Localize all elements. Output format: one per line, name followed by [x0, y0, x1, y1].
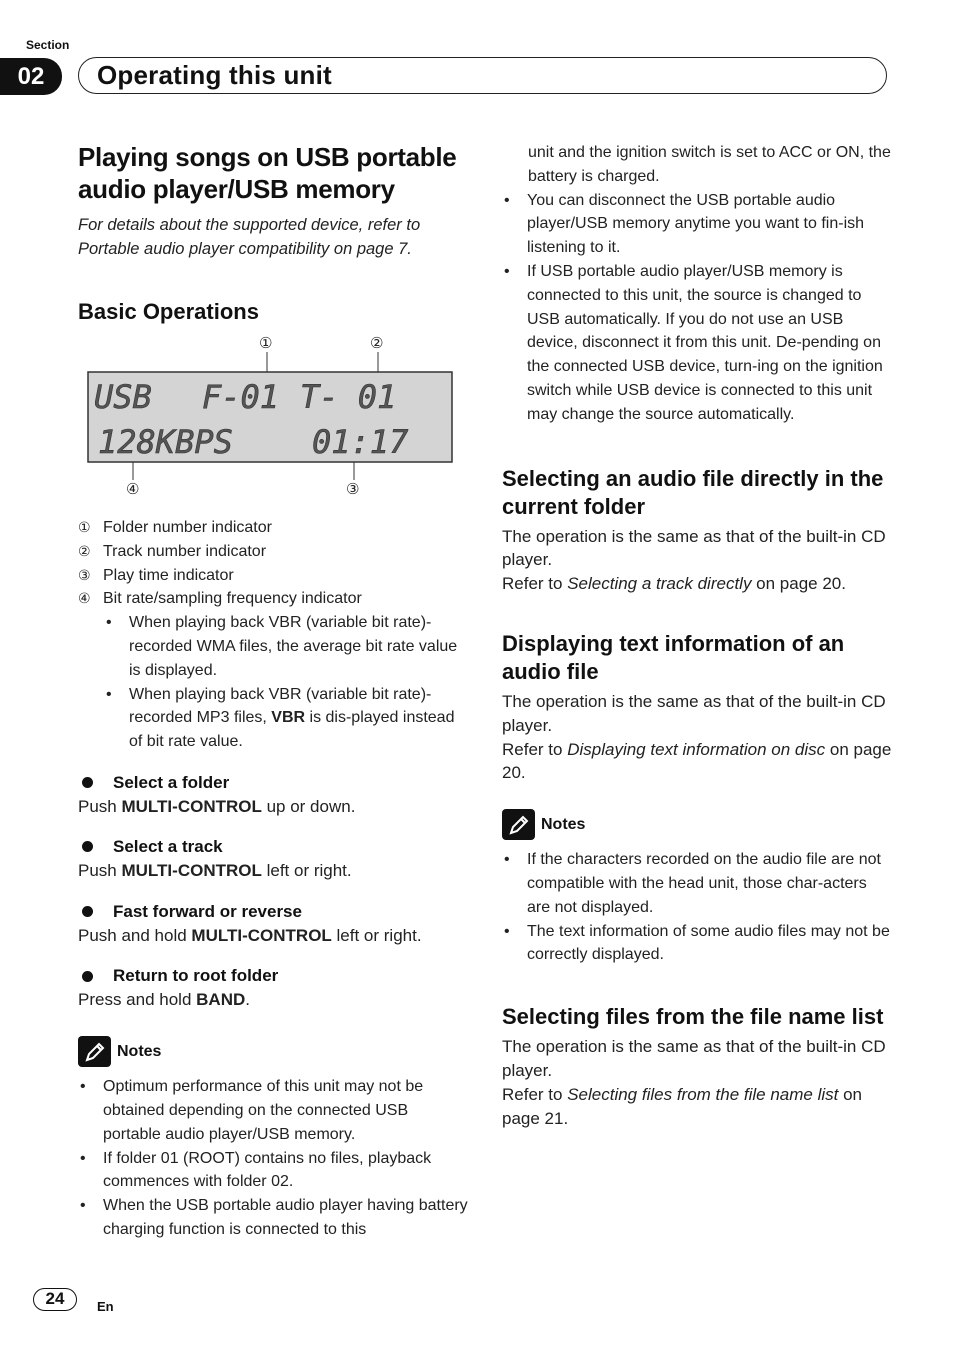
lcd-source: USB	[94, 378, 152, 416]
pencil-icon	[502, 809, 535, 840]
section-heading-select-file: Selecting an audio file directly in the current folder	[502, 465, 884, 519]
legend-number: ②	[78, 542, 91, 559]
legend-row	[78, 540, 470, 564]
section-heading-text-info: Displaying text information of an audio file	[502, 630, 845, 684]
pencil-icon	[78, 1036, 111, 1067]
note-item: • If the characters recorded on the audio file are not compatible with the head unit, those char-acters are not displayed.	[502, 848, 892, 919]
notes-list-continued	[502, 189, 892, 427]
language-label: En	[97, 1299, 114, 1314]
vbr-bullet-mp3: • When playing back VBR (variable bit rate)-recorded MP3 files, VBR is dis-played instead of bit rate value.	[104, 683, 470, 754]
section-reference: Refer to Displaying text information on disc on page 20.	[502, 739, 892, 783]
note-item: • The text information of some audio files may not be correctly displayed.	[502, 920, 892, 968]
note-item: • You can disconnect the USB portable audio player/USB memory anytime you want to fin-ish listening to it.	[502, 189, 892, 260]
page-number: 24	[33, 1288, 77, 1311]
note-item: • Optimum performance of this unit may not be obtained depending on the connected USB portable audio player/USB memory.	[78, 1075, 470, 1146]
step-select-folder: Select a folder Push MULTI-CONTROL up or down.	[78, 772, 356, 816]
legend-row	[78, 516, 470, 540]
vbr-bullets	[104, 611, 470, 754]
legend-row	[78, 587, 470, 611]
callout-4: ④	[126, 481, 140, 498]
legend-text: Track number indicator	[103, 542, 267, 560]
section-body: The operation is the same as that of the built-in CD player.	[502, 691, 886, 735]
step-fast-forward: Fast forward or reverse Push and hold MULTI-CONTROL left or right.	[78, 901, 422, 945]
intro-plain: For details about the supported device, refer to	[78, 216, 421, 234]
left-column	[78, 141, 470, 1242]
notes-list	[78, 1075, 470, 1242]
notes-header	[502, 809, 892, 840]
chapter-title: Operating this unit	[97, 60, 332, 90]
bullet-dot-icon	[82, 971, 93, 982]
notes-label: Notes	[541, 815, 586, 833]
section-reference: Refer to Selecting files from the file name list on page 21.	[502, 1084, 863, 1128]
vbr-bullet-wma: • When playing back VBR (variable bit rate)-recorded WMA files, the average bit rate value is displayed.	[104, 611, 470, 682]
display-illustration	[78, 336, 470, 506]
legend-text: Folder number indicator	[103, 519, 272, 536]
legend-text: Bit rate/sampling frequency indicator	[103, 590, 362, 608]
lcd-time: 01:17	[312, 423, 409, 461]
legend-row	[78, 564, 470, 588]
callout-2: ②	[370, 335, 384, 352]
section-label: Section	[26, 38, 70, 52]
note-continuation: unit and the ignition switch is set to ACC or ON, the battery is charged.	[528, 144, 891, 185]
notes-label: Notes	[117, 1042, 162, 1060]
lcd-track: T- 01	[300, 378, 397, 416]
intro-text	[78, 213, 470, 261]
page-title: Playing songs on USB portable audio player/USB memory	[78, 142, 457, 204]
basic-operations-heading: Basic Operations	[78, 299, 259, 324]
callout-3: ③	[346, 481, 360, 498]
section-body: The operation is the same as that of the built-in CD player.	[502, 526, 886, 570]
section-reference: Refer to Selecting a track directly on page 20.	[502, 574, 846, 594]
notes-list-2	[502, 848, 892, 967]
step-root-folder: Return to root folder Press and hold BAND.	[78, 966, 279, 1010]
section-heading-file-list: Selecting files from the file name list	[502, 1004, 884, 1030]
notes-header	[78, 1036, 470, 1067]
legend-number: ③	[78, 566, 91, 583]
section-body: The operation is the same as that of the built-in CD player.	[502, 1037, 886, 1080]
right-column	[502, 141, 892, 1130]
note-item: • If folder 01 (ROOT) contains no files, playback commences with folder 02.	[78, 1147, 470, 1195]
legend-number: ④	[78, 590, 91, 607]
lcd-bitrate: 128KBPS	[98, 423, 233, 461]
intro-ref: Portable audio player compatibility on page 7.	[78, 240, 412, 258]
lcd-folder: F-01	[202, 378, 280, 416]
callout-1: ①	[259, 335, 273, 352]
step-select-track: Select a track Push MULTI-CONTROL left or right.	[78, 836, 352, 880]
legend-number: ①	[78, 519, 91, 535]
bullet-dot-icon	[82, 841, 93, 852]
indicator-legend	[78, 516, 470, 754]
legend-text: Play time indicator	[103, 566, 234, 584]
note-item: • If USB portable audio player/USB memory is connected to this unit, the source is changed to USB automatically. If you do not use an USB device, disconnect it from this unit. De-pending on the connected USB device, turn-ing on the ignition switch while USB device is connected to this unit may change the source automatically.	[502, 260, 892, 427]
note-item: • When the USB portable audio player having battery charging function is connected to this	[78, 1194, 470, 1242]
bullet-dot-icon	[82, 906, 93, 917]
bullet-dot-icon	[82, 777, 93, 788]
section-number-tab: 02	[0, 58, 62, 95]
